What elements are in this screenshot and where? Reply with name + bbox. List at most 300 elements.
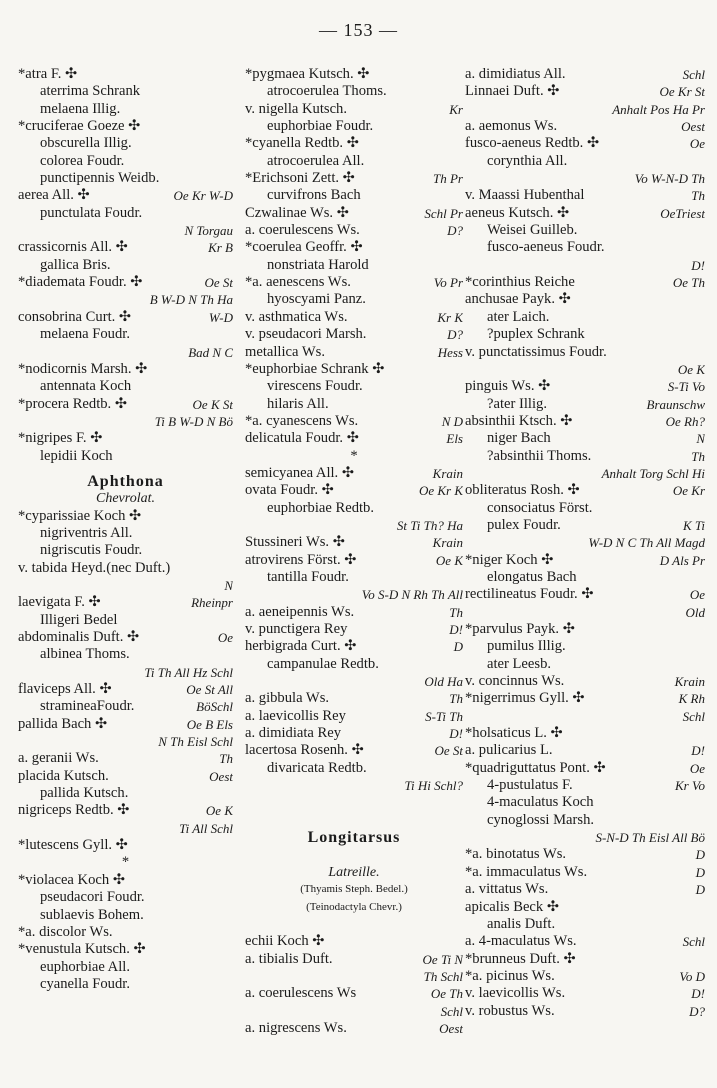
species-entry	[465, 118, 705, 135]
species-entry	[18, 525, 233, 542]
species-name: *procera Redtb. ✣	[18, 395, 128, 412]
species-entry	[465, 66, 705, 83]
locality-codes: Krain	[432, 535, 463, 551]
species-name: campanulae Redtb.	[267, 655, 379, 672]
species-name: obscurella Illig.	[40, 135, 132, 152]
species-entry	[245, 656, 463, 673]
species-entry	[245, 465, 463, 482]
species-name: euphorbiae All.	[40, 958, 130, 975]
species-name: a. geranii Ws.	[18, 750, 99, 767]
spacer	[18, 465, 233, 473]
locality-line	[18, 733, 233, 750]
locality-codes: D	[695, 864, 705, 880]
locality-codes: Oest	[681, 119, 705, 135]
species-entry	[465, 291, 705, 308]
species-name: *Erichsoni Zett. ✣	[245, 170, 355, 187]
species-name: a. coerulescens Ws	[245, 985, 357, 1002]
species-name: albinea Thoms.	[40, 646, 130, 663]
species-entry	[18, 750, 233, 767]
species-name: v. tabida Heyd.(nec Duft.)	[18, 559, 171, 576]
species-entry	[18, 326, 233, 343]
species-entry	[465, 413, 705, 430]
species-entry	[18, 118, 233, 135]
species-name: hilaris All.	[267, 395, 329, 412]
locality-codes: D	[695, 882, 705, 898]
spacer	[245, 846, 463, 863]
locality-codes: Th	[449, 604, 463, 620]
species-name: sublaevis Bohem.	[40, 906, 144, 923]
species-name: ater Laich.	[487, 308, 550, 325]
species-name: cynoglossi Marsh.	[487, 811, 595, 828]
locality-codes: BöSchl	[196, 699, 233, 715]
genus-heading	[18, 473, 233, 490]
locality-codes: Oe K	[205, 803, 233, 819]
locality-codes: Oe St All	[186, 682, 233, 698]
species-entry	[18, 239, 233, 256]
species-name: curvifrons Bach	[267, 187, 361, 204]
locality-codes: Krain	[432, 465, 463, 481]
species-entry	[465, 725, 705, 742]
species-entry	[18, 378, 233, 395]
species-entry	[465, 430, 705, 447]
species-name: consociatus Först.	[487, 499, 593, 516]
species-name: a. coerulescens Ws.	[245, 222, 360, 239]
locality-codes: D!	[691, 743, 705, 759]
species-entry	[245, 621, 463, 638]
locality-line	[245, 1003, 463, 1020]
species-name: aterrima Schrank	[40, 83, 141, 100]
species-entry	[18, 837, 233, 854]
species-entry	[245, 638, 463, 655]
species-entry	[18, 508, 233, 525]
species-entry	[18, 101, 233, 118]
species-entry	[18, 153, 233, 170]
species-name: elongatus Bach	[487, 568, 577, 585]
species-entry	[245, 500, 463, 517]
species-entry	[245, 239, 463, 256]
species-entry	[245, 83, 463, 100]
locality-text: Ti Th All Hz Schl	[144, 664, 233, 680]
species-name: flaviceps All. ✣	[18, 681, 112, 698]
species-entry	[465, 864, 705, 881]
species-entry	[465, 83, 705, 100]
species-name: *a. aenescens Ws.	[245, 274, 351, 291]
species-entry	[18, 785, 233, 802]
species-entry	[465, 552, 705, 569]
species-entry	[18, 430, 233, 447]
species-name: v. asthmatica Ws.	[245, 308, 348, 325]
locality-line	[18, 664, 233, 681]
species-name: abdominalis Duft. ✣	[18, 629, 140, 645]
asterisk-mark: *	[350, 447, 358, 464]
species-name: Czwalinae Ws. ✣	[245, 204, 349, 221]
locality-text: Bad N C	[188, 344, 233, 360]
species-entry	[245, 101, 463, 118]
synonym-text: (Teinodactyla Chevr.)	[306, 900, 402, 913]
genus-author	[245, 864, 463, 881]
locality-text: St Ti Th? Ha	[396, 517, 463, 533]
genus-name: Aphthona	[87, 472, 164, 490]
species-entry	[245, 257, 463, 274]
locality-codes: Oe K	[435, 552, 463, 568]
species-name: *violacea Koch ✣	[18, 871, 126, 888]
species-entry	[465, 951, 705, 968]
species-name: pinguis Ws. ✣	[465, 378, 551, 395]
locality-codes: Oe	[217, 630, 233, 645]
species-entry	[245, 413, 463, 430]
locality-codes: Oe Th	[430, 986, 463, 1002]
species-entry	[18, 941, 233, 958]
species-name: fusco-aeneus Redtb. ✣	[465, 135, 600, 152]
species-name: ater Leesb.	[487, 655, 552, 672]
genus-author	[18, 490, 233, 507]
species-entry	[18, 612, 233, 629]
locality-codes: Els	[446, 431, 463, 447]
locality-text: Anhalt Torg Schl Hi	[601, 465, 705, 481]
species-name: *pygmaea Kutsch. ✣	[245, 66, 370, 82]
locality-codes: Vo D	[679, 968, 705, 984]
locality-line	[245, 968, 463, 985]
synonym-note	[245, 899, 463, 916]
species-entry	[465, 916, 705, 933]
species-name: atrocoerulea Thoms.	[267, 83, 387, 100]
species-entry	[18, 560, 233, 577]
species-name: placida Kutsch.	[18, 767, 109, 784]
locality-line	[465, 708, 705, 725]
locality-line	[18, 820, 233, 837]
species-entry	[245, 690, 463, 707]
species-name: atrovirens Först. ✣	[245, 551, 357, 568]
locality-line	[465, 257, 705, 274]
species-name: nonstriata Harold	[267, 256, 369, 273]
species-entry	[465, 274, 705, 291]
species-name: corynthia All.	[487, 152, 568, 169]
species-name: fusco-aeneus Foudr.	[487, 239, 605, 256]
species-entry	[465, 153, 705, 170]
species-entry	[18, 594, 233, 611]
locality-codes: Braunschw	[646, 396, 705, 412]
locality-codes: Oe Rh?	[665, 413, 705, 429]
species-name: gallica Bris.	[40, 256, 111, 273]
species-name: nigriventris All.	[40, 524, 133, 541]
locality-codes: D?	[447, 327, 463, 343]
species-name: atrocoerulea All.	[267, 152, 365, 169]
locality-codes: Schl	[682, 67, 705, 82]
species-entry	[245, 153, 463, 170]
locality-codes: D?	[447, 223, 463, 239]
species-entry	[465, 187, 705, 204]
species-name: absinthii Ktsch. ✣	[465, 412, 573, 429]
species-name: *cruciferae Goeze ✣	[18, 118, 141, 135]
species-entry	[18, 716, 233, 733]
species-entry	[465, 222, 705, 239]
species-name: punctulata Foudr.	[40, 204, 143, 221]
species-name: a. 4-maculatus Ws.	[465, 933, 577, 950]
species-name: a. dimidiatus All.	[465, 66, 566, 82]
locality-text: B W-D N Th Ha	[149, 292, 233, 308]
locality-line	[465, 534, 705, 551]
column-3	[465, 66, 705, 1076]
locality-codes: D!	[449, 622, 463, 637]
species-name: apicalis Beck ✣	[465, 898, 560, 915]
species-name: v. Maassi Hubenthal	[465, 187, 585, 204]
locality-line	[18, 291, 233, 308]
species-entry	[18, 889, 233, 906]
species-entry	[18, 361, 233, 378]
species-entry	[465, 378, 705, 395]
genus-heading	[245, 829, 463, 846]
species-entry	[245, 760, 463, 777]
species-name: analis Duft.	[487, 915, 556, 932]
species-entry	[18, 646, 233, 663]
species-name: v. robustus Ws.	[465, 1002, 555, 1019]
section-divider	[18, 854, 233, 871]
species-entry	[465, 500, 705, 517]
species-name: lacertosa Rosenh. ✣	[245, 742, 364, 759]
species-entry	[18, 907, 233, 924]
locality-codes: Th	[691, 188, 705, 204]
locality-codes: Th	[219, 751, 233, 767]
species-name: a. laevicollis Rey	[245, 707, 346, 724]
locality-text: Vo W-N-D Th	[634, 171, 705, 187]
species-entry	[18, 802, 233, 819]
species-entry	[245, 170, 463, 187]
locality-text: Anhalt Pos Ha Pr	[612, 101, 705, 117]
species-name: *a. cyanescens Ws.	[245, 412, 359, 429]
locality-codes: D	[453, 639, 463, 655]
locality-text: Oe K	[677, 361, 705, 377]
species-name: *corinthius Reiche	[465, 274, 575, 291]
species-name: *diademata Foudr. ✣	[18, 274, 143, 291]
locality-line	[18, 413, 233, 430]
locality-line	[465, 361, 705, 378]
locality-line	[245, 777, 463, 794]
locality-codes: Oe B Els	[186, 716, 233, 732]
species-name: 4-pustulatus F.	[487, 777, 573, 794]
locality-text: N Torgau	[184, 223, 233, 239]
species-entry	[245, 482, 463, 499]
locality-text: Ti Hi Schl?	[404, 778, 463, 794]
species-entry	[18, 924, 233, 941]
locality-codes: OeTriest	[660, 205, 705, 221]
species-name: *cyparissiae Koch ✣	[18, 507, 142, 524]
species-name: niger Bach	[487, 430, 551, 447]
section-divider	[245, 448, 463, 465]
species-entry	[245, 552, 463, 569]
species-entry	[245, 742, 463, 759]
species-name: v. punctigera Rey	[245, 621, 348, 637]
species-name: melaena Illig.	[40, 100, 121, 117]
species-entry	[245, 291, 463, 308]
synonym-text: (Thyamis Steph. Bedel.)	[300, 883, 408, 896]
species-name: aerea All. ✣	[18, 187, 90, 204]
species-name: ovata Foudr. ✣	[245, 482, 334, 499]
locality-line	[465, 465, 705, 482]
species-name: a. dimidiata Rey	[245, 725, 342, 742]
species-entry	[18, 83, 233, 100]
species-entry	[465, 638, 705, 655]
species-name: *nigerrimus Gyll. ✣	[465, 690, 585, 707]
species-entry	[18, 135, 233, 152]
species-name: obliteratus Rosh. ✣	[465, 482, 580, 499]
species-name: divaricata Redtb.	[267, 759, 367, 776]
species-name: *a. binotatus Ws.	[465, 846, 567, 863]
species-name: aeneus Kutsch. ✣	[465, 204, 570, 221]
species-name: v. pseudacori Marsh.	[245, 326, 367, 343]
locality-codes: Oest	[209, 768, 233, 784]
species-entry	[245, 725, 463, 742]
locality-codes: Vo Pr	[433, 275, 463, 291]
species-name: cyanella Foudr.	[40, 975, 130, 992]
species-name: a. aemonus Ws.	[465, 118, 558, 135]
locality-codes: Oe	[689, 587, 705, 603]
species-name: *a. picinus Ws.	[465, 967, 555, 984]
species-entry	[245, 604, 463, 621]
species-name: *niger Koch ✣	[465, 551, 554, 568]
locality-text: Old	[685, 604, 705, 620]
locality-codes: Oe	[689, 136, 705, 152]
species-entry	[465, 448, 705, 465]
species-name: lepidii Koch	[40, 447, 113, 464]
column-1	[18, 66, 233, 1076]
species-entry	[245, 378, 463, 395]
species-name: metallica Ws.	[245, 343, 325, 360]
locality-codes: Kr B	[208, 240, 233, 256]
species-name: punctipennis Weidb.	[40, 170, 160, 187]
species-name: echii Koch ✣	[245, 933, 325, 950]
species-entry	[465, 239, 705, 256]
species-entry	[465, 899, 705, 916]
species-entry	[18, 205, 233, 222]
species-name: pseudacori Foudr.	[40, 889, 145, 906]
author-name: Latreille.	[328, 864, 380, 880]
species-entry	[245, 708, 463, 725]
species-entry	[465, 205, 705, 222]
species-entry	[18, 274, 233, 291]
species-entry	[245, 1020, 463, 1037]
author-name: Chevrolat.	[96, 491, 155, 507]
locality-line	[465, 829, 705, 846]
species-name: herbigrada Curt. ✣	[245, 638, 357, 655]
locality-codes: D?	[689, 1003, 705, 1019]
species-name: ?ater Illig.	[487, 395, 547, 412]
species-name: *brunneus Duft. ✣	[465, 950, 576, 967]
locality-codes: Oe Th	[672, 275, 705, 291]
locality-line	[18, 577, 233, 594]
species-name: pallida Kutsch.	[40, 785, 129, 802]
locality-codes: K Rh	[678, 691, 705, 707]
locality-codes: D Als Pr	[659, 552, 705, 568]
locality-codes: D!	[691, 986, 705, 1002]
species-name: *coerulea Geoffr. ✣	[245, 239, 363, 256]
species-name: *quadriguttatus Pont. ✣	[465, 759, 606, 776]
species-entry	[245, 344, 463, 361]
locality-text: Th Schl	[423, 968, 463, 984]
species-entry	[18, 976, 233, 993]
species-entry	[245, 187, 463, 204]
species-name: *holsaticus L. ✣	[465, 725, 563, 742]
species-name: *lutescens Gyll. ✣	[18, 837, 128, 854]
species-name: consobrina Curt. ✣	[18, 308, 132, 325]
locality-text: S-N-D Th Eisl All Bö	[595, 830, 705, 846]
locality-line	[465, 170, 705, 187]
species-name: *nodicornis Marsh. ✣	[18, 360, 148, 377]
species-entry	[18, 396, 233, 413]
species-entry	[245, 933, 463, 950]
locality-line	[18, 344, 233, 361]
spacer	[245, 794, 463, 811]
locality-codes: Kr	[449, 101, 463, 117]
species-entry	[465, 586, 705, 603]
species-entry	[245, 326, 463, 343]
species-name: crassicornis All. ✣	[18, 239, 128, 256]
locality-codes: S-Ti Vo	[667, 379, 705, 395]
locality-codes: Oe	[689, 760, 705, 776]
species-name: *cyanella Redtb. ✣	[245, 135, 359, 152]
locality-text: N	[224, 577, 233, 593]
species-name: hyoscyami Panz.	[267, 291, 366, 308]
species-name: *atra F. ✣	[18, 66, 78, 82]
species-entry	[465, 482, 705, 499]
species-entry	[18, 309, 233, 326]
locality-codes: N	[696, 431, 705, 447]
locality-codes: Oe St	[434, 743, 463, 759]
locality-codes: Th	[449, 691, 463, 707]
species-name: colorea Foudr.	[40, 152, 125, 169]
species-name: pallida Bach ✣	[18, 715, 108, 732]
species-entry	[18, 959, 233, 976]
species-name: *euphorbiae Schrank ✣	[245, 360, 385, 377]
locality-text: Schl	[440, 1003, 463, 1019]
species-name: euphorbiae Redtb.	[267, 499, 374, 516]
species-entry	[465, 621, 705, 638]
locality-codes: Th Pr	[433, 171, 463, 187]
species-entry	[465, 690, 705, 707]
synonym-note	[245, 881, 463, 898]
species-entry	[245, 534, 463, 551]
asterisk-mark: *	[121, 854, 130, 871]
locality-line	[245, 517, 463, 534]
species-name: anchusae Payk. ✣	[465, 291, 571, 308]
locality-codes: W-D	[208, 309, 233, 325]
locality-codes: Hess	[437, 344, 463, 360]
species-name: rectilineatus Foudr. ✣	[465, 586, 594, 603]
locality-line	[245, 673, 463, 690]
species-name: v. punctatissimus Foudr.	[465, 343, 607, 360]
species-name: *a. discolor Ws.	[18, 923, 113, 940]
locality-text: W-D N C Th All Magd	[588, 535, 705, 551]
species-entry	[465, 517, 705, 534]
locality-codes: Oe Kr	[672, 483, 705, 499]
species-name: pulex Foudr.	[487, 516, 561, 533]
species-entry	[465, 673, 705, 690]
locality-codes: Oe Ti N	[422, 951, 463, 967]
species-entry	[465, 985, 705, 1002]
locality-text: Ti B W-D N Bö	[154, 413, 233, 429]
species-name: antennata Koch	[40, 378, 132, 395]
species-entry	[465, 760, 705, 777]
locality-text: Ti All Schl	[179, 820, 233, 836]
species-entry	[18, 629, 233, 646]
species-entry	[465, 881, 705, 898]
species-entry	[465, 794, 705, 811]
species-entry	[465, 777, 705, 794]
species-entry	[465, 1003, 705, 1020]
locality-codes: S-Ti Th	[425, 708, 463, 724]
species-name: Illigeri Bedel	[40, 611, 118, 628]
species-name: *parvulus Payk. ✣	[465, 621, 575, 637]
locality-codes: Schl Pr	[424, 205, 463, 221]
